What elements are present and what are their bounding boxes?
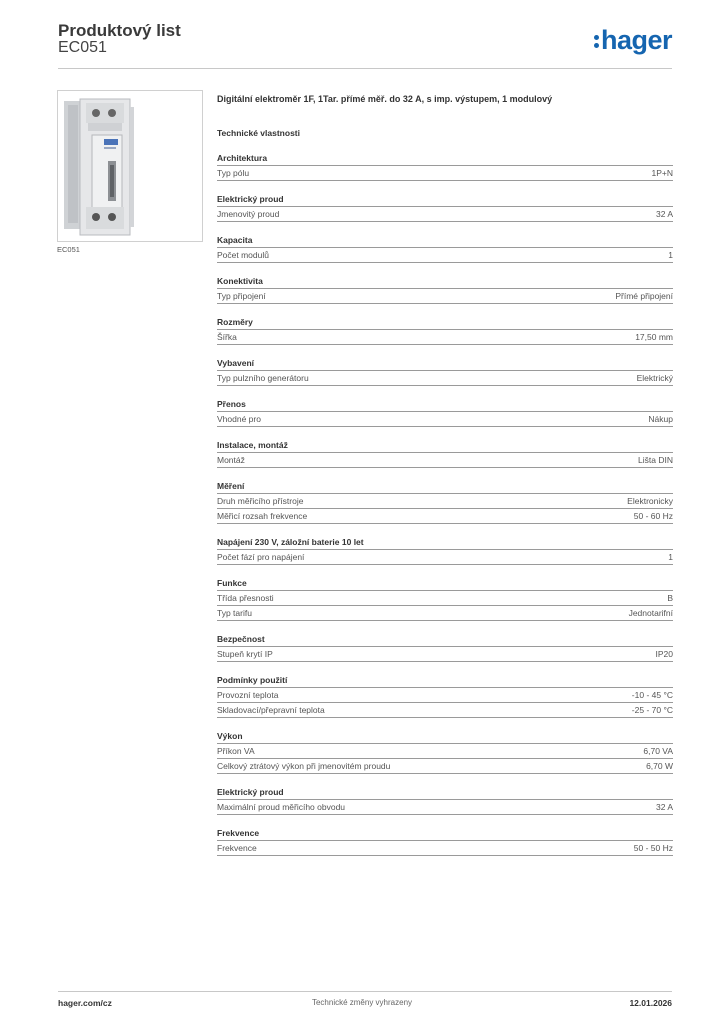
spec-label: Frekvence [217, 843, 257, 853]
logo-dots-icon [594, 31, 600, 49]
spec-label: Počet modulů [217, 250, 269, 260]
logo-text: hager [601, 25, 673, 55]
spec-row [217, 550, 673, 565]
spec-section [217, 675, 673, 718]
spec-label: Třída přesnosti [217, 593, 274, 603]
section-title: Frekvence [217, 828, 673, 841]
spec-value: 32 A [655, 802, 673, 812]
spec-value: 32 A [655, 209, 673, 219]
spec-label: Montáž [217, 455, 245, 465]
footer-date: 12.01.2026 [629, 998, 672, 1008]
spec-section [217, 153, 673, 181]
spec-row [217, 591, 673, 606]
section-title: Konektivita [217, 276, 673, 289]
spec-section [217, 194, 673, 222]
spec-value: Elektrický [636, 373, 673, 383]
section-title: Přenos [217, 399, 673, 412]
spec-row [217, 330, 673, 345]
spec-row [217, 759, 673, 774]
section-title: Instalace, montáž [217, 440, 673, 453]
spec-row [217, 703, 673, 718]
tech-properties-heading: Technické vlastnosti [217, 128, 300, 138]
spec-row [217, 494, 673, 509]
section-title: Vybavení [217, 358, 673, 371]
section-title: Napájení 230 V, záložní baterie 10 let [217, 537, 673, 550]
spec-section [217, 537, 673, 565]
spec-value: 6,70 W [646, 761, 673, 771]
spec-label: Typ připojení [217, 291, 266, 301]
spec-value: Jednotarifní [628, 608, 673, 618]
hager-logo [594, 27, 672, 54]
spec-row [217, 453, 673, 468]
product-image [57, 90, 203, 242]
section-title: Bezpečnost [217, 634, 673, 647]
spec-sections [217, 153, 673, 856]
spec-label: Typ pólu [217, 168, 250, 178]
energy-meter-icon [58, 91, 202, 241]
section-title: Rozměry [217, 317, 673, 330]
footer-website[interactable]: hager.com/cz [58, 998, 112, 1008]
spec-row [217, 744, 673, 759]
spec-section [217, 399, 673, 427]
spec-section [217, 634, 673, 662]
spec-row [217, 412, 673, 427]
spec-value: B [667, 593, 673, 603]
spec-content [217, 94, 673, 869]
section-title: Měření [217, 481, 673, 494]
product-code: EC051 [58, 39, 107, 56]
header-divider [58, 68, 672, 69]
spec-section [217, 358, 673, 386]
spec-value: 6,70 VA [643, 746, 673, 756]
spec-value: Nákup [648, 414, 673, 424]
spec-row [217, 166, 673, 181]
spec-value: 1P+N [651, 168, 673, 178]
spec-row [217, 800, 673, 815]
spec-section [217, 828, 673, 856]
spec-label: Skladovací/přepravní teplota [217, 705, 325, 715]
spec-section [217, 578, 673, 621]
page-title: Produktový list [58, 21, 181, 40]
spec-label: Typ tarifu [217, 608, 252, 618]
spec-label: Typ pulzního generátoru [217, 373, 309, 383]
spec-label: Měřicí rozsah frekvence [217, 511, 308, 521]
section-title: Podmínky použití [217, 675, 673, 688]
spec-value: Elektronicky [627, 496, 673, 506]
spec-label: Provozní teplota [217, 690, 279, 700]
spec-section [217, 317, 673, 345]
spec-value: -10 - 45 °C [631, 690, 673, 700]
spec-section [217, 276, 673, 304]
spec-section [217, 787, 673, 815]
section-title: Elektrický proud [217, 194, 673, 207]
section-title: Funkce [217, 578, 673, 591]
spec-value: 50 - 50 Hz [633, 843, 673, 853]
spec-value: 17,50 mm [635, 332, 673, 342]
spec-value: IP20 [655, 649, 673, 659]
image-caption: EC051 [57, 245, 80, 254]
spec-row [217, 647, 673, 662]
spec-section [217, 731, 673, 774]
spec-value: 50 - 60 Hz [633, 511, 673, 521]
spec-label: Maximální proud měřicího obvodu [217, 802, 346, 812]
spec-value: -25 - 70 °C [631, 705, 673, 715]
spec-row [217, 248, 673, 263]
spec-label: Druh měřicího přístroje [217, 496, 304, 506]
footer-note: Technické změny vyhrazeny [311, 998, 413, 1007]
section-title: Architektura [217, 153, 673, 166]
section-title: Elektrický proud [217, 787, 673, 800]
footer-divider [58, 991, 672, 992]
spec-label: Stupeň krytí IP [217, 649, 273, 659]
spec-row [217, 606, 673, 621]
spec-row [217, 688, 673, 703]
spec-value: Přímé připojení [615, 291, 673, 301]
spec-row [217, 509, 673, 524]
spec-label: Šířka [217, 332, 237, 342]
section-title: Výkon [217, 731, 673, 744]
spec-section [217, 440, 673, 468]
spec-row [217, 841, 673, 856]
spec-label: Počet fází pro napájení [217, 552, 305, 562]
spec-section [217, 481, 673, 524]
spec-label: Celkový ztrátový výkon při jmenovitém proudu [217, 761, 391, 771]
section-title: Kapacita [217, 235, 673, 248]
spec-section [217, 235, 673, 263]
spec-value: Lišta DIN [638, 455, 673, 465]
spec-label: Příkon VA [217, 746, 255, 756]
spec-value: 1 [668, 250, 673, 260]
product-description: Digitální elektroměr 1F, 1Tar. přímé měř. do 32 A, s imp. výstupem, 1 modulový [217, 94, 553, 104]
spec-row [217, 289, 673, 304]
spec-label: Jmenovitý proud [217, 209, 280, 219]
spec-row [217, 207, 673, 222]
spec-value: 1 [668, 552, 673, 562]
spec-row [217, 371, 673, 386]
spec-label: Vhodné pro [217, 414, 261, 424]
